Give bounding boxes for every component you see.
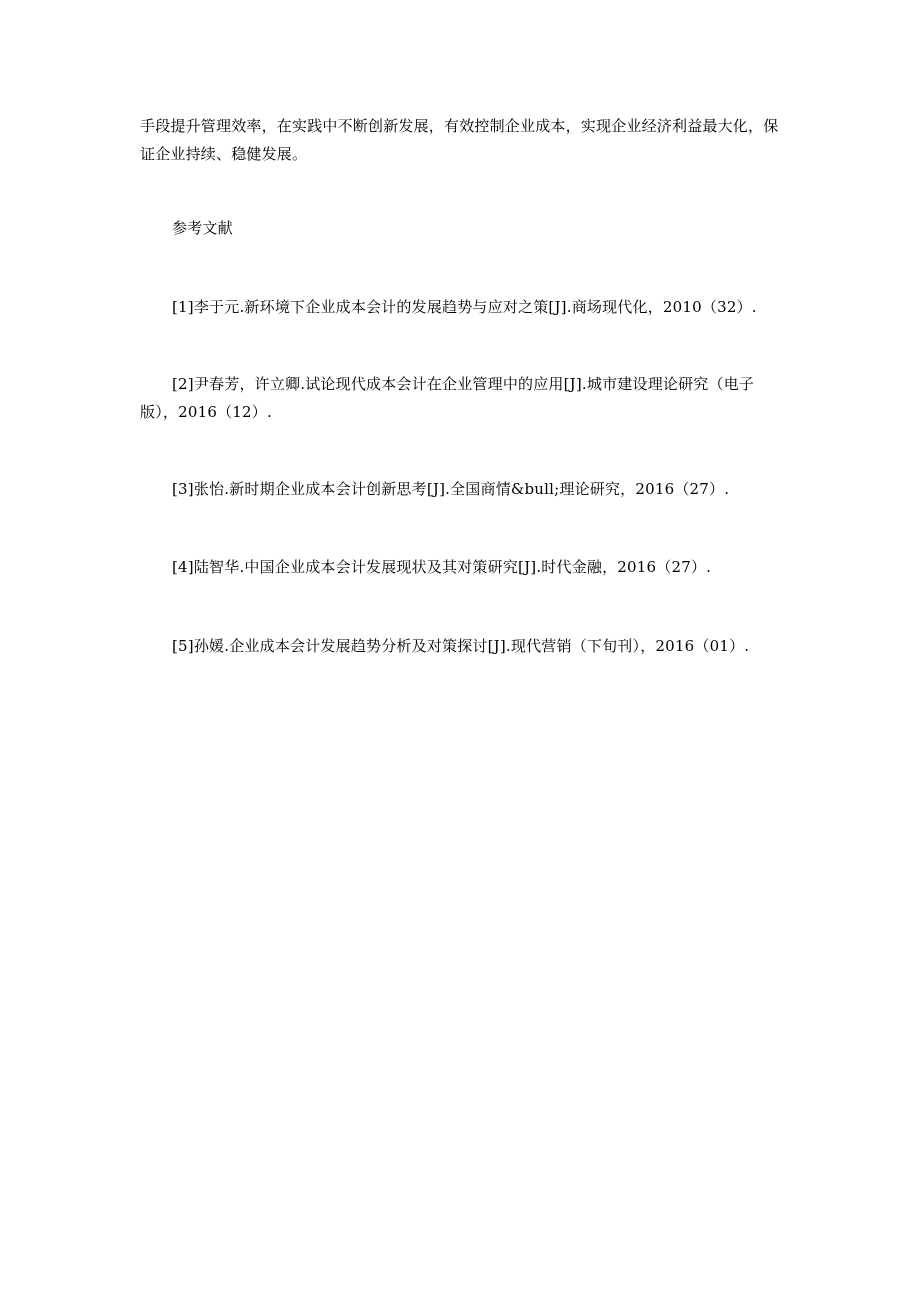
reference-item-3: [3]张怡.新时期企业成本会计创新思考[J].全国商情&bull;理论研究，2016（27）. [172,480,730,498]
references-heading: 参考文献 [172,219,233,237]
reference-item-4: [4]陆智华.中国企业成本会计发展现状及其对策研究[J].时代金融，2016（27）. [172,558,712,576]
closing-paragraph: 手段提升管理效率，在实践中不断创新发展，有效控制企业成本，实现企业经济利益最大化，保证企业持续、稳健发展。 [140,117,779,163]
reference-item-5: [5]孙媛.企业成本会计发展趋势分析及对策探讨[J].现代营销（下旬刊），2016（01）. [172,637,750,655]
reference-item-1: [1]李于元.新环境下企业成本会计的发展趋势与应对之策[J].商场现代化，2010（32）. [172,298,757,316]
reference-item-2: [2]尹春芳，许立卿.试论现代成本会计在企业管理中的应用[J].城市建设理论研究（电子版），2016（12）. [140,375,755,421]
